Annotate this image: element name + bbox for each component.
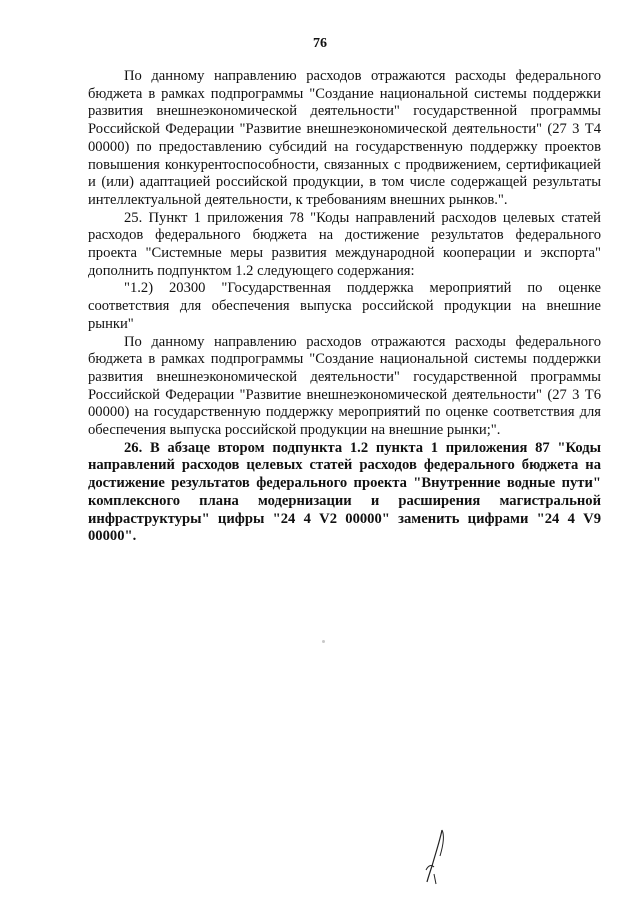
signature-mark (418, 826, 458, 886)
paragraph-2: 25. Пункт 1 приложения 78 "Коды направлений расходов целевых статей расходов федерального бюджета на достижение результатов федерального проекта "Системные меры развития международной кооперации и экспорта" дополнить подпунктом 1.2 следующего содержания: (88, 209, 601, 279)
paragraph-5: 26. В абзаце втором подпункта 1.2 пункта 1 приложения 87 "Коды направлений расходов целевых статей расходов федерального бюджета на достижение результатов федерального проекта "Внутренние водные пути" комплексного плана модернизации и расширения магистральной инфраструктуры" цифры "24 4 V2 00000" заменить цифрами "24 4 V9 00000". (88, 439, 601, 545)
paragraph-1: По данному направлению расходов отражаются расходы федерального бюджета в рамках подпрограммы "Создание национальной системы поддержки развития внешнеэкономической деятельности" государственной программы Российской Федерации "Развитие внешнеэкономической деятельности" (27 3 Т4 00000) по предоставлению субсидий на государственную поддержку проектов повышения конкурентоспособности, связанных с продвижением, сертификацией и (или) адаптацией российской продукции, в том числе содержащей результаты интеллектуальной деятельности, к требованиям внешних рынков.". (88, 68, 601, 208)
paragraph-4: По данному направлению расходов отражаются расходы федерального бюджета в рамках подпрограммы "Создание национальной системы поддержки развития внешнеэкономической деятельности" государственной программы Российской Федерации "Развитие внешнеэкономической деятельности" (27 3 Т6 00000) на государственную поддержку мероприятий по оценке соответствия для обеспечения выпуска российской продукции на внешние рынки;". (88, 333, 601, 439)
page-number: 76 (313, 36, 327, 51)
paragraph-3: "1.2) 20300 "Государственная поддержка мероприятий по оценке соответствия для обеспечения выпуска российской продукции на внешние рынки" (88, 280, 601, 332)
scan-speck (322, 640, 325, 643)
document-body (88, 68, 601, 546)
